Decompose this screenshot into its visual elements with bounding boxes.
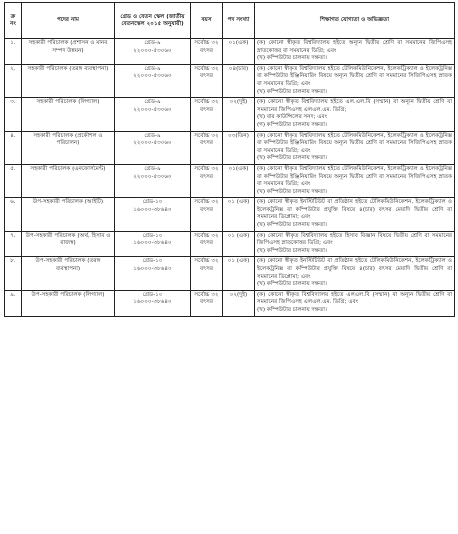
cell-post-name: উপ-সহকারী পরিচালক (অর্থ, হিসাব ও রাজস্ব): [22, 231, 115, 257]
qualification-item: (খ) বার কাউন্সিলের সনদ; এবং: [257, 114, 327, 121]
cell-post-name: উপ-সহকারী পরিচালক (আইটি): [22, 198, 115, 231]
scale-text: ১৬০০০-৩৮৬৪০: [133, 299, 172, 306]
cell-post-count: ০১(এক): [223, 164, 255, 197]
qualification-item: (ক) কোনো স্বীকৃত বিশ্ববিদ্যালয় হইতে এলএল.বি (সম্মান) বা অন্যূন দ্বিতীয় শ্রেণি বা সমমানের জিপিএসহ এলএল.এম. ডিগ্রি; এবং: [257, 291, 452, 306]
cell-age: সর্বোচ্চ ৩২ বৎসর: [191, 164, 223, 197]
header-qualification: শিক্ষাগত যোগ্যতা ও অভিজ্ঞতা: [255, 3, 455, 39]
table-header-row: [5, 3, 455, 39]
cell-age: সর্বোচ্চ ৩২ বৎসর: [191, 64, 223, 97]
qualification-item: (ক) কোনো স্বীকৃত ইনস্টিটিউট বা প্রতিষ্ঠান হইতে টেলিকমিউনিকেশন, ইলেকট্রিক্যাল ও ইলেকট্রনিক্স বা কম্পিউটার প্রযুক্তি বিষয়ে ৪(চার) বৎসর মেয়াদি দ্বিতীয় শ্রেণি বা সমমানের ডিপ্লোমা; এবং: [257, 199, 452, 221]
cell-age: সর্বোচ্চ ৩২ বৎসর: [191, 39, 223, 65]
cell-serial: ২.: [5, 64, 22, 97]
cell-post-count: ০১ (এক): [223, 198, 255, 231]
qualification-item: (খ) কম্পিউটার চালনায় দক্ষতা।: [257, 88, 327, 95]
cell-qualification: [255, 98, 455, 131]
table-row: [5, 131, 455, 164]
qualification-item: (ক) কোনো স্বীকৃত বিশ্ববিদ্যালয় হইতে অন্যূন দ্বিতীয় শ্রেণি বা সমমানের জিপিএসহ স্নাতকোত্তর বা সমমানের ডিগ্রি; এবং: [257, 40, 452, 54]
cell-age: সর্বোচ্চ ৩২ বৎসর: [191, 231, 223, 257]
table-row: [5, 98, 455, 131]
scale-text: ২২০০০-৫৩০৬০: [133, 106, 172, 113]
scale-text: ১৬০০০-৩৮৬৪০: [133, 206, 172, 213]
cell-grade-scale: [115, 131, 191, 164]
qualification-item: (ক) কোনো স্বীকৃত বিশ্ববিদ্যালয় হইতে হিসাব বিজ্ঞান বিষয়ে দ্বিতীয় শ্রেণি বা সমমানের জিপিএসহ স্নাতকোত্তর ডিগ্রি; এবং: [257, 232, 452, 247]
qualification-item: (খ) কম্পিউটার চালনায় দক্ষতা।: [257, 281, 327, 288]
cell-age: সর্বোচ্চ ৩২ বৎসর: [191, 198, 223, 231]
cell-post-count: ০১ (এক): [223, 231, 255, 257]
table-row: [5, 231, 455, 257]
cell-qualification: [255, 64, 455, 97]
qualification-item: (খ) কম্পিউটার চালনায় দক্ষতা।: [257, 307, 327, 313]
cell-grade-scale: [115, 64, 191, 97]
header-post-name: পদের নাম: [22, 3, 115, 39]
grade-text: গ্রেড-৯: [144, 65, 161, 72]
grade-text: গ্রেড-১০: [142, 258, 163, 265]
scale-text: ১৬০০০-৩৮৬৪০: [133, 240, 172, 247]
table-row: [5, 290, 455, 316]
grade-text: গ্রেড-৯: [144, 165, 161, 172]
scale-text: ২২০০০-৫৩০৬০: [133, 47, 172, 54]
cell-post-name: উপ-সহকারী পরিচালক (লিগ্যাল): [22, 290, 115, 316]
qualification-item: (ক) কোনো স্বীকৃত বিশ্ববিদ্যালয় হইতে টেলিকমিউনিকেশন, ইলেকট্রিক্যাল ও ইলেকট্রনিক্স বা কম্পিউটার ইঞ্জিনিয়ারিং বিষয়ে অন্যূন দ্বিতীয় শ্রেণি বা সমমানের সিজিপিএসহ স্নাতক বা সমমানের ডিগ্রি; এবং: [257, 65, 452, 87]
scale-text: ১৬০০০-৩৮৬৪০: [133, 266, 172, 273]
cell-grade-scale: [115, 231, 191, 257]
cell-qualification: [255, 198, 455, 231]
table-row: [5, 164, 455, 197]
scale-text: ২২০০০-৫৩০৬০: [133, 73, 172, 80]
qualification-item: (খ) কম্পিউটার চালনায় দক্ষতা।: [257, 55, 327, 62]
cell-serial: ৫.: [5, 164, 22, 197]
cell-qualification: [255, 257, 455, 290]
grade-text: গ্রেড-১০: [142, 291, 163, 298]
grade-text: গ্রেড-৯: [144, 99, 161, 106]
scale-text: ২২০০০-৫৩০৬০: [133, 140, 172, 147]
header-grade-scale: গ্রেড ও বেতন স্কেল (জাতীয় বেতনস্কেল ২০১৫ অনুযায়ী): [115, 3, 191, 39]
cell-qualification: [255, 290, 455, 316]
cell-grade-scale: [115, 198, 191, 231]
cell-post-count: ০২(দুই): [223, 98, 255, 131]
cell-qualification: [255, 164, 455, 197]
cell-post-count: ০৩(তিন): [223, 131, 255, 164]
qualification-item: (ক) কোনো স্বীকৃত ইনস্টিটিউট বা প্রতিষ্ঠান হইতে টেলিকমিউনিকেশন, ইলেকট্রিক্যাল ও ইলেকট্রনিক্স বা কম্পিউটার প্রযুক্তি বিষয়ে ৪(চার) বৎসর মেয়াদি দ্বিতীয় শ্রেণি বা সমমানের ডিপ্লোমা; এবং: [257, 258, 452, 280]
cell-post-name: উপ-সহকারী পরিচালক (তরঙ্গ ব্যবস্থাপনা): [22, 257, 115, 290]
qualification-item: (খ) কম্পিউটার চালনায় দক্ষতা।: [257, 222, 327, 229]
qualification-item: (গ) কম্পিউটার চালনায় দক্ষতা।: [257, 121, 327, 128]
cell-qualification: [255, 39, 455, 65]
cell-serial: ৮.: [5, 257, 22, 290]
cell-age: সর্বোচ্চ ৩২ বৎসর: [191, 290, 223, 316]
header-age: বয়স: [191, 3, 223, 39]
recruitment-table: [4, 2, 455, 317]
cell-qualification: [255, 231, 455, 257]
cell-qualification: [255, 131, 455, 164]
table-row: [5, 257, 455, 290]
table-row: [5, 39, 455, 65]
cell-grade-scale: [115, 98, 191, 131]
cell-age: সর্বোচ্চ ৩২ বৎসর: [191, 98, 223, 131]
cell-post-count: ০১(এক): [223, 39, 255, 65]
cell-post-count: ০১ (এক): [223, 257, 255, 290]
cell-post-name: সহকারী পরিচালক (প্রকৌশল ও পরিচালন): [22, 131, 115, 164]
cell-serial: ৭.: [5, 231, 22, 257]
cell-grade-scale: [115, 39, 191, 65]
grade-text: গ্রেড-৯: [144, 132, 161, 139]
scale-text: ২২০০০-৫৩০৬০: [133, 173, 172, 180]
header-post-count: পদ সংখ্যা: [223, 3, 255, 39]
grade-text: গ্রেড-১০: [142, 199, 163, 206]
cell-post-name: সহকারী পরিচালক (এনফোর্সমেন্ট): [22, 164, 115, 197]
cell-age: সর্বোচ্চ ৩২ বৎসর: [191, 257, 223, 290]
grade-text: গ্রেড-১০: [142, 232, 163, 239]
cell-post-count: ০৪(চার): [223, 64, 255, 97]
cell-serial: ৬.: [5, 198, 22, 231]
cell-serial: ১.: [5, 39, 22, 65]
cell-serial: ৯.: [5, 290, 22, 316]
cell-serial: ৩.: [5, 98, 22, 131]
qualification-item: (খ) কম্পিউটার চালনায় দক্ষতা।: [257, 247, 327, 254]
cell-post-name: সহকারী পরিচালক (প্রশাসন ও মানব সম্পদ উন্নয়ন): [22, 39, 115, 65]
qualification-item: (ক) কোনো স্বীকৃত বিশ্ববিদ্যালয় হইতে এল.এল.বি (সম্মান) বা অন্যূন দ্বিতীয় শ্রেণি বা সমমানের জিপিএসহ এলএল.এম. ডিগ্রি;: [257, 99, 452, 113]
table-row: [5, 198, 455, 231]
cell-post-name: সহকারী পরিচালক (লিগ্যাল): [22, 98, 115, 131]
cell-post-name: সহকারী পরিচালক (তরঙ্গ ব্যবস্থাপনা): [22, 64, 115, 97]
qualification-item: (ক) কোনো স্বীকৃত বিশ্ববিদ্যালয় হইতে টেলিকমিউনিকেশন, ইলেকট্রিক্যাল ও ইলেকট্রনিক্স বা কম্পিউটার ইঞ্জিনিয়ারিং বিষয়ে অন্যূন দ্বিতীয় শ্রেণি বা সমমানের সিজিপিএসহ স্নাতক বা সমমানের ডিগ্রি; এবং: [257, 165, 452, 188]
qualification-item: (খ) কম্পিউটার চালনায় দক্ষতা।: [257, 188, 327, 195]
qualification-item: (ক) কোনো স্বীকৃত বিশ্ববিদ্যালয় হইতে টেলিকমিউনিকেশন, ইলেকট্রিক্যাল ও ইলেকট্রনিক্স বা কম্পিউটার ইঞ্জিনিয়ারিং বিষয়ে অন্যূন দ্বিতীয় শ্রেণি বা সমমানের সিজিপিএসহ স্নাতক বা সমমানের ডিগ্রি; এবং: [257, 132, 452, 154]
qualification-item: (খ) কম্পিউটার চালনায় দক্ষতা।: [257, 155, 327, 162]
table-row: [5, 64, 455, 97]
cell-grade-scale: [115, 257, 191, 290]
cell-grade-scale: [115, 164, 191, 197]
cell-grade-scale: [115, 290, 191, 316]
cell-age: সর্বোচ্চ ৩২ বৎসর: [191, 131, 223, 164]
cell-post-count: ০২(দুই): [223, 290, 255, 316]
cell-serial: ৪.: [5, 131, 22, 164]
header-serial: ক্র নং: [5, 3, 22, 39]
grade-text: গ্রেড-৯: [144, 40, 161, 46]
